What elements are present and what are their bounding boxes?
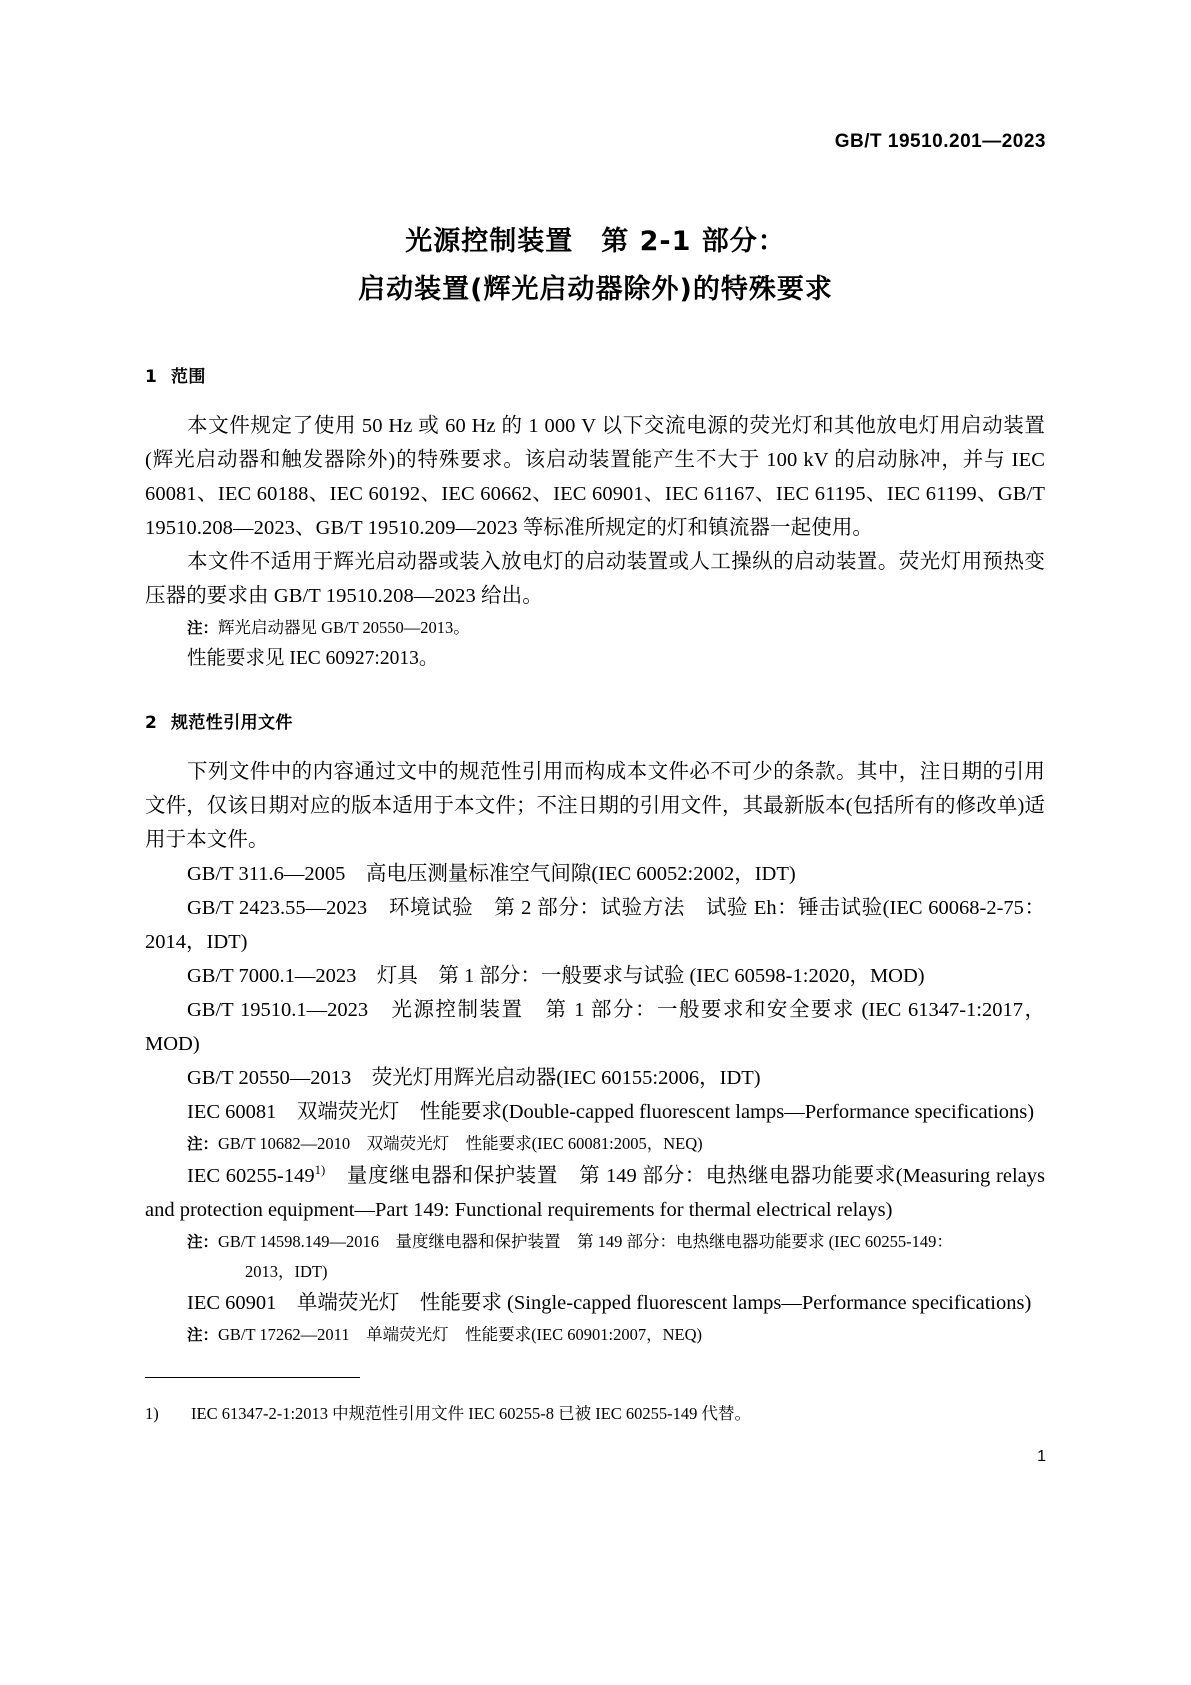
spacer — [145, 387, 1045, 409]
section-heading-normative-references — [145, 708, 1045, 733]
reference-note — [145, 1227, 1045, 1257]
reference-entry-iec60901: IEC 60901 单端荧光灯 性能要求 (Single-capped fluorescent lamps—Performance specifications) — [187, 1292, 1032, 1314]
spacer — [145, 674, 1045, 708]
scope-note-2: 性能要求见 IEC 60927:2013。 — [187, 648, 439, 669]
note-label: 注： — [187, 1233, 219, 1251]
section-number-1: 1 — [145, 367, 158, 387]
normative-intro-paragraph: 下列文件中的内容通过文中的规范性引用而构成本文件必不可少的条款。其中，注日期的引用文件，仅该日期对应的版本适用于本文件；不注日期的引用文件，其最新版本(包括所有的修改单)适用于本文件。 — [145, 761, 1045, 851]
spacer — [145, 733, 1045, 755]
reference-entry: GB/T 20550—2013 荧光灯用辉光启动器(IEC 60155:2006，IDT) — [187, 1067, 761, 1089]
reference-note — [145, 1129, 1045, 1159]
section-number-2: 2 — [145, 713, 158, 733]
note-text: GB/T 17262—2011 单端荧光灯 性能要求(IEC 60901:2007，NEQ) — [218, 1325, 703, 1344]
reference-note — [145, 1320, 1045, 1350]
section-title-2: 规范性引用文件 — [171, 713, 293, 733]
note-label: 注： — [187, 1135, 219, 1153]
reference-entry: GB/T 311.6—2005 高电压测量标准空气间隙(IEC 60052:2002，IDT) — [187, 863, 796, 885]
scope-note-1 — [145, 613, 1045, 643]
note-text: GB/T 10682—2010 双端荧光灯 性能要求(IEC 60081:2005，NEQ) — [218, 1134, 703, 1153]
title-line-2: 启动装置(辉光启动器除外)的特殊要求 — [358, 274, 833, 305]
note-label: 注： — [187, 619, 219, 637]
reference-entry: GB/T 2423.55—2023 环境试验 第 2 部分：试验方法 试验 Eh：锤击试验(IEC 60068-2-75：2014，IDT) — [145, 897, 1045, 953]
reference-entry: IEC 60081 双端荧光灯 性能要求(Double-capped fluorescent lamps—Performance specifications) — [187, 1101, 1035, 1123]
footnote-separator-rule — [145, 1377, 360, 1378]
section-heading-scope — [145, 362, 1045, 387]
reference-entry-iec60255-149 — [145, 1159, 1045, 1227]
reference-entry: GB/T 19510.1—2023 光源控制装置 第 1 部分：一般要求和安全要求 (IEC 61347-1:2017，MOD) — [145, 999, 1045, 1055]
page-header-standard-number: GB/T 19510.201—2023 — [834, 131, 1046, 152]
note-text: GB/T 14598.149—2016 量度继电器和保护装置 第 149 部分：电热继电器功能要求 (IEC 60255-149： — [218, 1232, 953, 1251]
reference-title: 量度继电器和保护装置 第 149 部分：电热继电器功能要求(Measuring relays and protection equipment—Part 149: Functional requirements for thermal electrical relays) — [145, 1165, 1045, 1221]
scope-paragraph-1: 本文件规定了使用 50 Hz 或 60 Hz 的 1 000 V 以下交流电源的荧光灯和其他放电灯用启动装置(辉光启动器和触发器除外)的特殊要求。该启动装置能产生不大于 100 kV 的启动脉冲，并与 IEC 60081、IEC 60188、IEC 60192、IEC 60662、IEC 60901、IEC 61167、IEC 61195、IEC 61199、GB/T 19510.208—2023、GB/T 19510.209—2023 等标准所规定的灯和镇流器一起使用。 — [145, 415, 1045, 539]
note-label: 注： — [187, 1326, 219, 1344]
footnote-number: 1) — [145, 1404, 159, 1423]
scope-paragraph-2: 本文件不适用于辉光启动器或装入放电灯的启动装置或人工操纵的启动装置。荧光灯用预热变压器的要求由 GB/T 19510.208—2023 给出。 — [145, 551, 1045, 607]
document-title — [0, 218, 1191, 314]
section-title-1: 范围 — [171, 367, 206, 387]
note-text: 辉光启动器见 GB/T 20550—2013。 — [218, 618, 470, 637]
reference-code: IEC 60255-149 — [187, 1165, 315, 1187]
footnote-marker-ref: 1) — [314, 1163, 326, 1178]
title-line-1: 光源控制装置 第 2-1 部分： — [405, 226, 786, 257]
footnote-text: IEC 61347-2-1:2013 中规范性引用文件 IEC 60255-8 已被 IEC 60255-149 代替。 — [191, 1404, 752, 1423]
page-number: 1 — [1037, 1448, 1046, 1465]
reference-note-continuation: 2013，IDT) — [245, 1262, 328, 1281]
reference-entry: GB/T 7000.1—2023 灯具 第 1 部分：一般要求与试验 (IEC 60598-1:2020，MOD) — [187, 965, 925, 987]
page-footnote — [145, 1400, 1091, 1428]
document-body — [145, 362, 1045, 1350]
